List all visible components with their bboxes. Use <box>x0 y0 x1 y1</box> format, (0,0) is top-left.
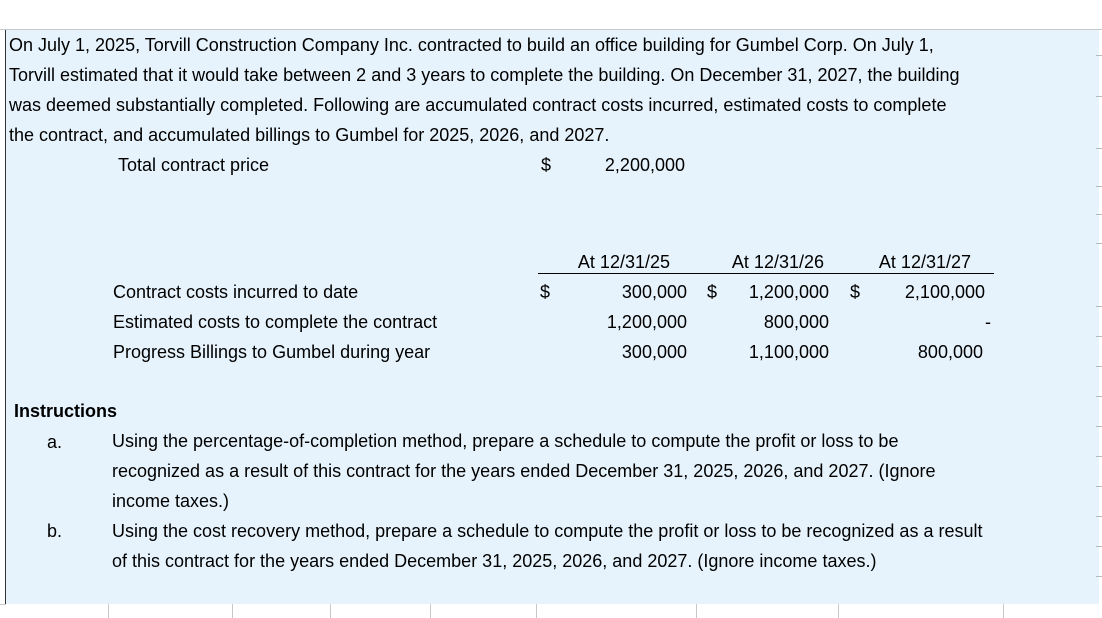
instruction-b-line-1: Using the cost recovery method, prepare a schedule to compute the profit or loss to be recognized as a result <box>112 521 983 541</box>
cell-billings-2027: 800,000 <box>917 342 983 362</box>
cell-costs-2026: 1,200,000 <box>748 282 829 302</box>
cell-estimate-2026: 800,000 <box>763 312 829 332</box>
cell-currency: $ <box>850 282 861 302</box>
cell-costs-2025: 300,000 <box>621 282 687 302</box>
row-label-costs-incurred: Contract costs incurred to date <box>113 282 359 302</box>
instruction-a-line-2: recognized as a result of this contract for the years ended December 31, 2025, 2026, and 2027. (Ignore <box>112 461 936 481</box>
row-gridline-tick <box>1096 186 1102 187</box>
column-header-2026: At 12/31/26 <box>731 252 824 272</box>
cell-costs-2027: 2,100,000 <box>904 282 985 302</box>
row-gridline-tick <box>1096 366 1102 367</box>
total-price-label: Total contract price <box>118 155 270 175</box>
column-header-2025: At 12/31/25 <box>577 252 670 272</box>
column-gridline <box>108 604 109 618</box>
column-gridline <box>696 604 697 618</box>
row-gridline <box>0 604 6 605</box>
instruction-a-line-1: Using the percentage-of-completion method, prepare a schedule to compute the profit or loss to be <box>112 431 899 451</box>
row-gridline-tick <box>1096 486 1102 487</box>
column-gridline <box>430 604 431 618</box>
row-gridline-tick <box>1096 55 1102 56</box>
row-gridline-tick <box>1096 546 1102 547</box>
column-gridline <box>838 604 839 618</box>
row-gridline-tick <box>1096 426 1102 427</box>
cell-currency: $ <box>540 282 551 302</box>
row-gridline-tick <box>1096 243 1102 244</box>
column-gridline <box>330 604 331 618</box>
instruction-a-line-3: income taxes.) <box>112 491 230 511</box>
row-gridline-tick <box>1096 148 1102 149</box>
row-label-estimated-costs: Estimated costs to complete the contract <box>113 312 438 332</box>
row-label-progress-billings: Progress Billings to Gumbel during year <box>113 342 431 362</box>
instruction-marker-a: a. <box>47 432 63 452</box>
cell-estimate-2027: - <box>985 312 991 332</box>
cell-billings-2026: 1,100,000 <box>748 342 829 362</box>
row-gridline-tick <box>1096 336 1102 337</box>
column-gridline <box>232 604 233 618</box>
row-gridline-tick <box>1096 96 1102 97</box>
column-gridline <box>536 604 537 618</box>
paragraph-line-2: Torvill estimated that it would take between 2 and 3 years to complete the building. On December 31, 2027, the building <box>9 65 960 85</box>
paragraph-line-4: the contract, and accumulated billings to Gumbel for 2025, 2026, and 2027. <box>9 125 610 145</box>
column-gridline <box>1003 604 1004 618</box>
row-gridline-tick <box>1096 516 1102 517</box>
cell-estimate-2025: 1,200,000 <box>606 312 687 332</box>
row-gridline-tick <box>1096 306 1102 307</box>
instruction-b-line-2: of this contract for the years ended December 31, 2025, 2026, and 2027. (Ignore income taxes.) <box>112 551 877 571</box>
row-gridline-tick <box>1096 396 1102 397</box>
row-gridline-tick <box>1096 214 1102 215</box>
row-gridline-tick <box>1096 576 1102 577</box>
column-header-2027: At 12/31/27 <box>878 252 971 272</box>
instructions-heading: Instructions <box>14 401 118 421</box>
header-underline <box>538 273 994 274</box>
cell-billings-2025: 300,000 <box>621 342 687 362</box>
paragraph-line-1: On July 1, 2025, Torvill Construction Company Inc. contracted to build an office building for Gumbel Corp. On July 1, <box>9 35 934 55</box>
cell-currency: $ <box>707 282 718 302</box>
instruction-marker-b: b. <box>47 521 63 541</box>
paragraph-line-3: was deemed substantially completed. Following are accumulated contract costs incurred, estimated costs to complete <box>9 95 947 115</box>
row-gridline-tick <box>1096 456 1102 457</box>
total-price-currency: $ <box>541 155 552 175</box>
total-price-value: 2,200,000 <box>604 155 685 175</box>
